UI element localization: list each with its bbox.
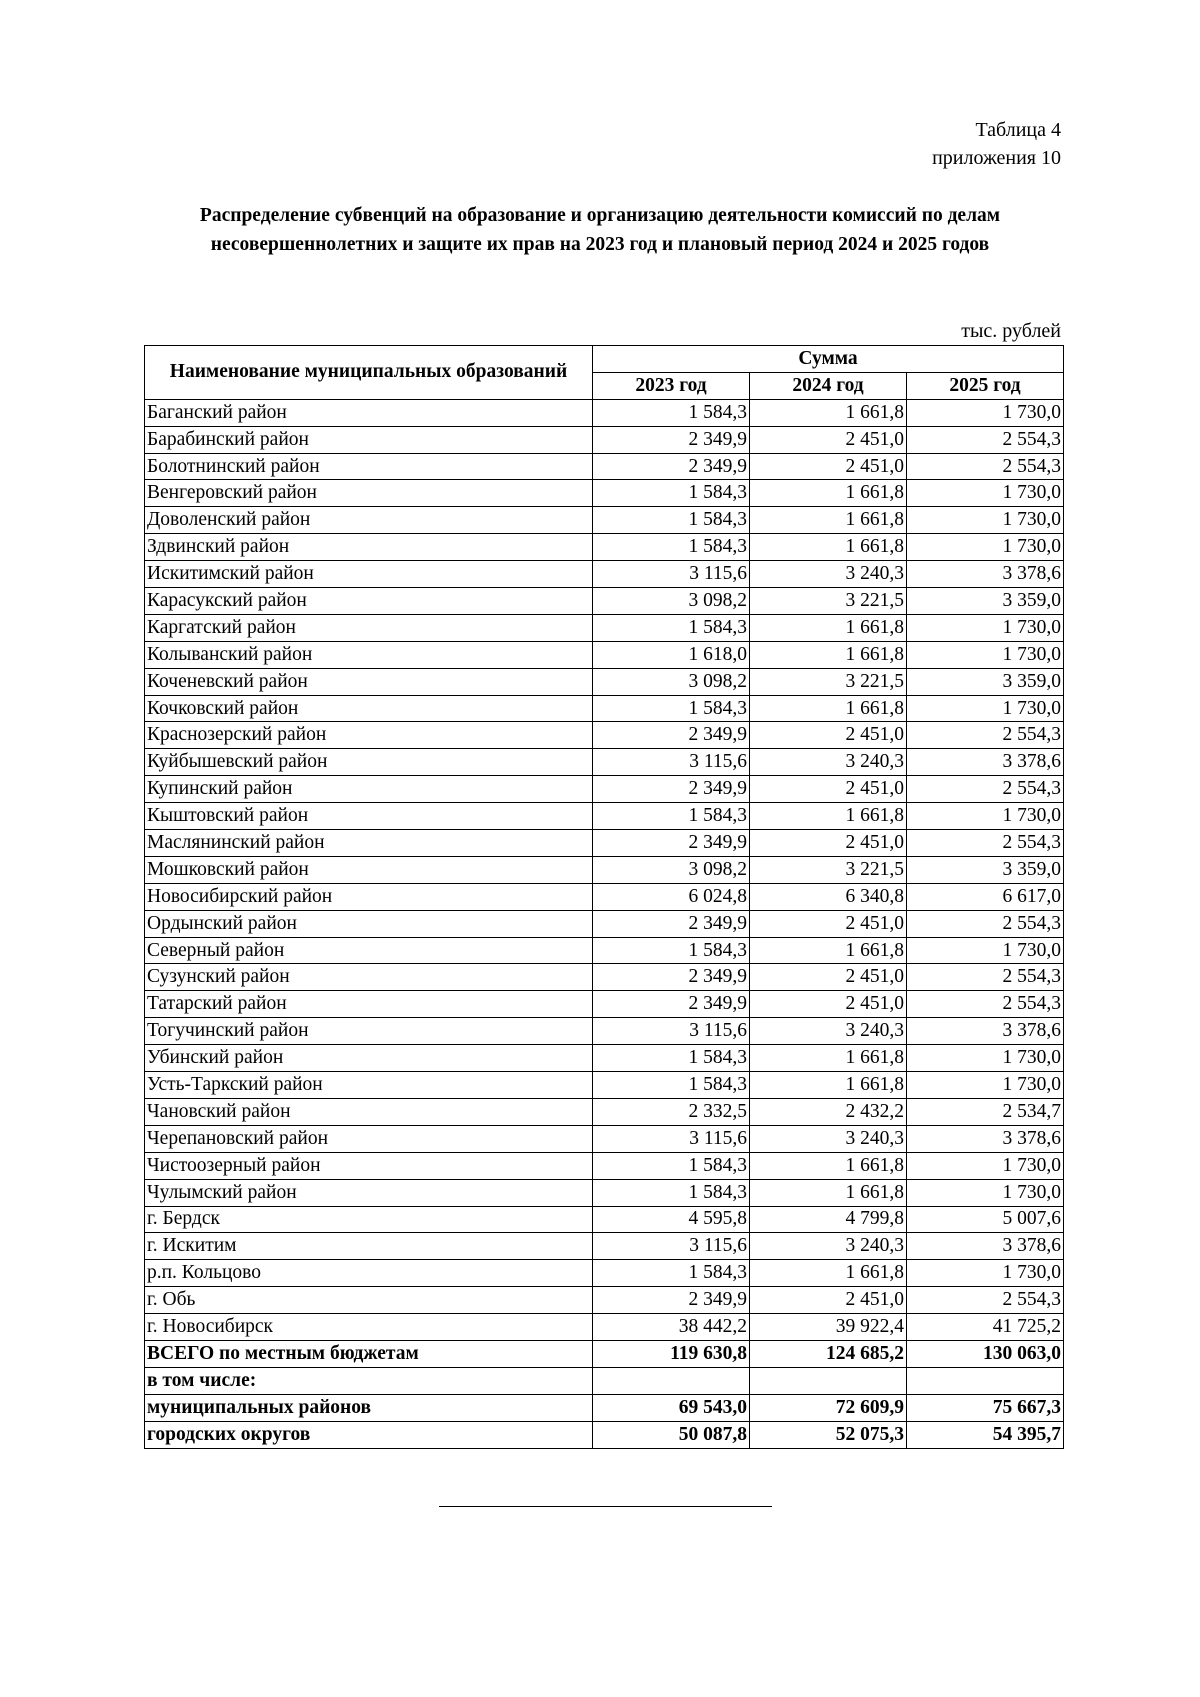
row-value-2025: 41 725,2 <box>907 1314 1064 1341</box>
row-name: Северный район <box>145 937 593 964</box>
row-value-2024: 4 799,8 <box>750 1206 907 1233</box>
row-value-2023: 3 115,6 <box>593 1018 750 1045</box>
row-value-2023: 1 584,3 <box>593 534 750 561</box>
row-value-2024: 1 661,8 <box>750 1152 907 1179</box>
header-sum: Сумма <box>593 346 1064 373</box>
row-value-2025: 1 730,0 <box>907 399 1064 426</box>
table-row <box>145 1125 1064 1152</box>
header-municipality: Наименование муниципальных образований <box>145 346 593 400</box>
row-value-2025: 1 730,0 <box>907 695 1064 722</box>
row-value-2024: 1 661,8 <box>750 1179 907 1206</box>
row-name: Мошковский район <box>145 856 593 883</box>
row-value-2024: 2 451,0 <box>750 722 907 749</box>
row-name: Татарский район <box>145 991 593 1018</box>
row-name: Доволенский район <box>145 507 593 534</box>
table-row <box>145 991 1064 1018</box>
row-value-2023: 1 584,3 <box>593 937 750 964</box>
row-value-2025: 2 554,3 <box>907 426 1064 453</box>
row-name: Усть-Таркский район <box>145 1072 593 1099</box>
row-value-2025: 2 554,3 <box>907 964 1064 991</box>
table-row <box>145 856 1064 883</box>
subtotal-row <box>145 1394 1064 1421</box>
table-row <box>145 1179 1064 1206</box>
including-row <box>145 1367 1064 1394</box>
row-name: Каргатский район <box>145 614 593 641</box>
row-value-2024: 1 661,8 <box>750 803 907 830</box>
subventions-table <box>144 345 1064 1449</box>
row-name: Черепановский район <box>145 1125 593 1152</box>
row-value-2024: 6 340,8 <box>750 883 907 910</box>
row-value-2024: 1 661,8 <box>750 1072 907 1099</box>
row-value-2023: 2 349,9 <box>593 964 750 991</box>
row-name: Чулымский район <box>145 1179 593 1206</box>
row-value-2024: 1 661,8 <box>750 641 907 668</box>
row-name: Купинский район <box>145 776 593 803</box>
row-value-2023: 2 349,9 <box>593 991 750 1018</box>
row-value-2023: 4 595,8 <box>593 1206 750 1233</box>
table-row <box>145 561 1064 588</box>
row-value-2023: 3 098,2 <box>593 668 750 695</box>
table-row <box>145 426 1064 453</box>
row-value-2024: 1 661,8 <box>750 1045 907 1072</box>
row-value-2023: 1 584,3 <box>593 695 750 722</box>
empty-cell <box>750 1367 907 1394</box>
row-name: Кочковский район <box>145 695 593 722</box>
row-name: Тогучинский район <box>145 1018 593 1045</box>
row-name: Сузунский район <box>145 964 593 991</box>
row-name: Новосибирский район <box>145 883 593 910</box>
table-row <box>145 453 1064 480</box>
table-row <box>145 1206 1064 1233</box>
table-row <box>145 1314 1064 1341</box>
row-value-2025: 54 395,7 <box>907 1421 1064 1448</box>
table-row <box>145 614 1064 641</box>
row-name: г. Новосибирск <box>145 1314 593 1341</box>
header-year-2025: 2025 год <box>907 372 1064 399</box>
row-value-2024: 1 661,8 <box>750 399 907 426</box>
table-row <box>145 641 1064 668</box>
row-value-2024: 2 451,0 <box>750 964 907 991</box>
table-row <box>145 883 1064 910</box>
row-name: Коченевский район <box>145 668 593 695</box>
row-value-2025: 1 730,0 <box>907 614 1064 641</box>
table-row <box>145 910 1064 937</box>
including-label: в том числе: <box>145 1367 593 1394</box>
appendix-reference: приложения 10 <box>932 147 1061 169</box>
row-value-2024: 72 609,9 <box>750 1394 907 1421</box>
row-name: Баганский район <box>145 399 593 426</box>
row-value-2025: 1 730,0 <box>907 534 1064 561</box>
row-value-2023: 1 584,3 <box>593 1179 750 1206</box>
table-row <box>145 1098 1064 1125</box>
row-value-2024: 2 451,0 <box>750 1287 907 1314</box>
row-value-2025: 1 730,0 <box>907 1152 1064 1179</box>
row-name: Кыштовский район <box>145 803 593 830</box>
empty-cell <box>907 1367 1064 1394</box>
row-value-2024: 3 221,5 <box>750 856 907 883</box>
row-value-2025: 130 063,0 <box>907 1340 1064 1367</box>
table-row <box>145 803 1064 830</box>
row-value-2024: 1 661,8 <box>750 614 907 641</box>
row-value-2025: 3 378,6 <box>907 561 1064 588</box>
row-value-2023: 119 630,8 <box>593 1340 750 1367</box>
row-value-2025: 1 730,0 <box>907 1260 1064 1287</box>
row-value-2025: 2 554,3 <box>907 453 1064 480</box>
row-name: Венгеровский район <box>145 480 593 507</box>
row-name: г. Обь <box>145 1287 593 1314</box>
row-value-2025: 1 730,0 <box>907 480 1064 507</box>
row-value-2023: 2 349,9 <box>593 453 750 480</box>
row-value-2025: 1 730,0 <box>907 1045 1064 1072</box>
header-year-2024: 2024 год <box>750 372 907 399</box>
row-value-2024: 1 661,8 <box>750 695 907 722</box>
table-row <box>145 749 1064 776</box>
row-value-2024: 52 075,3 <box>750 1421 907 1448</box>
row-value-2023: 3 115,6 <box>593 749 750 776</box>
row-value-2024: 3 240,3 <box>750 749 907 776</box>
table-row <box>145 588 1064 615</box>
row-value-2025: 3 359,0 <box>907 856 1064 883</box>
row-value-2025: 2 554,3 <box>907 830 1064 857</box>
row-value-2024: 3 221,5 <box>750 668 907 695</box>
table-row <box>145 1045 1064 1072</box>
row-value-2025: 3 378,6 <box>907 1125 1064 1152</box>
row-value-2023: 1 584,3 <box>593 1152 750 1179</box>
subtotal-row <box>145 1421 1064 1448</box>
row-value-2023: 3 115,6 <box>593 1125 750 1152</box>
row-value-2025: 1 730,0 <box>907 803 1064 830</box>
row-value-2023: 3 098,2 <box>593 856 750 883</box>
row-value-2024: 2 451,0 <box>750 453 907 480</box>
document-title: Распределение субвенций на образование и организацию деятельности комиссий по делам несовершеннолетних и защите их прав на 2023 год и плановый период 2024 и 2025 годов <box>199 205 1001 255</box>
row-value-2023: 69 543,0 <box>593 1394 750 1421</box>
row-value-2024: 1 661,8 <box>750 937 907 964</box>
row-name: Чистоозерный район <box>145 1152 593 1179</box>
row-name: Искитимский район <box>145 561 593 588</box>
row-value-2025: 75 667,3 <box>907 1394 1064 1421</box>
row-value-2024: 3 221,5 <box>750 588 907 615</box>
table-row <box>145 695 1064 722</box>
row-value-2023: 3 098,2 <box>593 588 750 615</box>
row-value-2025: 3 359,0 <box>907 588 1064 615</box>
row-value-2025: 2 554,3 <box>907 776 1064 803</box>
row-value-2024: 3 240,3 <box>750 1018 907 1045</box>
row-value-2025: 3 359,0 <box>907 668 1064 695</box>
row-value-2025: 1 730,0 <box>907 1072 1064 1099</box>
row-value-2023: 1 584,3 <box>593 507 750 534</box>
row-value-2023: 38 442,2 <box>593 1314 750 1341</box>
row-value-2025: 2 554,3 <box>907 910 1064 937</box>
row-value-2023: 6 024,8 <box>593 883 750 910</box>
row-value-2025: 2 554,3 <box>907 722 1064 749</box>
row-value-2025: 3 378,6 <box>907 1018 1064 1045</box>
total-row <box>145 1340 1064 1367</box>
row-name: р.п. Кольцово <box>145 1260 593 1287</box>
row-value-2025: 2 554,3 <box>907 991 1064 1018</box>
row-value-2023: 1 584,3 <box>593 480 750 507</box>
row-value-2023: 2 332,5 <box>593 1098 750 1125</box>
table-row <box>145 1287 1064 1314</box>
table-row <box>145 830 1064 857</box>
table-row <box>145 399 1064 426</box>
row-value-2024: 2 451,0 <box>750 991 907 1018</box>
row-name: Здвинский район <box>145 534 593 561</box>
row-value-2024: 3 240,3 <box>750 1125 907 1152</box>
row-name: Краснозерский район <box>145 722 593 749</box>
table-row <box>145 534 1064 561</box>
row-value-2023: 2 349,9 <box>593 830 750 857</box>
table-row <box>145 480 1064 507</box>
row-value-2025: 6 617,0 <box>907 883 1064 910</box>
table-row <box>145 668 1064 695</box>
table-row <box>145 776 1064 803</box>
row-value-2025: 1 730,0 <box>907 507 1064 534</box>
table-row <box>145 1233 1064 1260</box>
empty-cell <box>593 1367 750 1394</box>
row-value-2024: 3 240,3 <box>750 561 907 588</box>
row-value-2024: 124 685,2 <box>750 1340 907 1367</box>
row-value-2024: 1 661,8 <box>750 480 907 507</box>
row-value-2023: 2 349,9 <box>593 910 750 937</box>
row-value-2024: 2 432,2 <box>750 1098 907 1125</box>
row-value-2025: 2 534,7 <box>907 1098 1064 1125</box>
table-header <box>145 346 1064 400</box>
row-value-2023: 1 584,3 <box>593 803 750 830</box>
row-value-2025: 3 378,6 <box>907 749 1064 776</box>
table-row <box>145 507 1064 534</box>
row-value-2025: 1 730,0 <box>907 1179 1064 1206</box>
row-name: Чановский район <box>145 1098 593 1125</box>
row-name: муниципальных районов <box>145 1394 593 1421</box>
table-row <box>145 722 1064 749</box>
row-value-2023: 3 115,6 <box>593 1233 750 1260</box>
row-value-2025: 5 007,6 <box>907 1206 1064 1233</box>
row-name: Куйбышевский район <box>145 749 593 776</box>
row-value-2023: 2 349,9 <box>593 1287 750 1314</box>
row-value-2023: 2 349,9 <box>593 426 750 453</box>
table-row <box>145 937 1064 964</box>
row-value-2024: 2 451,0 <box>750 776 907 803</box>
row-value-2023: 1 584,3 <box>593 1045 750 1072</box>
row-value-2023: 1 584,3 <box>593 614 750 641</box>
table-row <box>145 1072 1064 1099</box>
units-label: тыс. рублей <box>961 320 1061 342</box>
table-row <box>145 1018 1064 1045</box>
row-name: городских округов <box>145 1421 593 1448</box>
end-divider <box>439 1506 772 1507</box>
row-value-2024: 2 451,0 <box>750 830 907 857</box>
row-value-2024: 1 661,8 <box>750 534 907 561</box>
row-value-2023: 1 584,3 <box>593 399 750 426</box>
row-name: Маслянинский район <box>145 830 593 857</box>
row-value-2024: 1 661,8 <box>750 507 907 534</box>
row-value-2023: 50 087,8 <box>593 1421 750 1448</box>
row-value-2025: 1 730,0 <box>907 641 1064 668</box>
row-value-2023: 2 349,9 <box>593 776 750 803</box>
row-value-2025: 3 378,6 <box>907 1233 1064 1260</box>
row-value-2024: 2 451,0 <box>750 910 907 937</box>
row-value-2024: 1 661,8 <box>750 1260 907 1287</box>
table-row <box>145 1260 1064 1287</box>
row-value-2024: 3 240,3 <box>750 1233 907 1260</box>
header-year-2023: 2023 год <box>593 372 750 399</box>
row-name: г. Искитим <box>145 1233 593 1260</box>
row-value-2023: 1 584,3 <box>593 1260 750 1287</box>
table-number: Таблица 4 <box>975 119 1061 141</box>
table-row <box>145 1152 1064 1179</box>
row-name: ВСЕГО по местным бюджетам <box>145 1340 593 1367</box>
row-value-2023: 2 349,9 <box>593 722 750 749</box>
row-name: Болотнинский район <box>145 453 593 480</box>
table-reference <box>932 116 1061 172</box>
row-name: Ордынский район <box>145 910 593 937</box>
table-body <box>145 399 1064 1448</box>
row-value-2025: 1 730,0 <box>907 937 1064 964</box>
row-name: Колыванский район <box>145 641 593 668</box>
row-name: г. Бердск <box>145 1206 593 1233</box>
row-value-2024: 2 451,0 <box>750 426 907 453</box>
row-value-2023: 1 618,0 <box>593 641 750 668</box>
table-row <box>145 964 1064 991</box>
row-value-2024: 39 922,4 <box>750 1314 907 1341</box>
row-name: Убинский район <box>145 1045 593 1072</box>
row-name: Барабинский район <box>145 426 593 453</box>
row-value-2023: 1 584,3 <box>593 1072 750 1099</box>
row-value-2025: 2 554,3 <box>907 1287 1064 1314</box>
row-name: Карасукский район <box>145 588 593 615</box>
row-value-2023: 3 115,6 <box>593 561 750 588</box>
